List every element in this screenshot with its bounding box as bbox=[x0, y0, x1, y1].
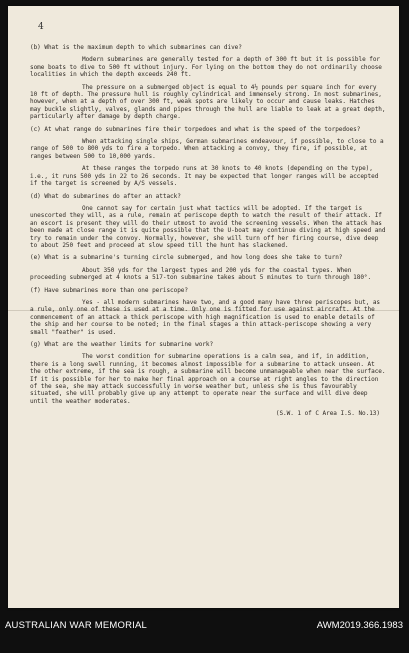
document-reference: (S.W. 1 of C Area I.S. No.13) bbox=[275, 410, 380, 418]
answer-g-paragraph-1: The worst condition for submarine operations is a calm sea, and if, in addition, there is a long swell running, it becomes almost impossible for a submarine to attack unseen. At the other extreme, if the sea is rough, a submarine will become unmanageable when near the surface. If it is possible for her to make her final approach on a course at right angles to the direction of the sea, she may attack successfully in worse weather but, unless she is thus favourably situated, she will probably give up any attempt to operate near the surface and will dive deep until the weather moderates. bbox=[30, 353, 386, 405]
answer-b-paragraph-2: The pressure on a submerged object is equal to 4½ pounds per square inch for every 10 ft of depth. The pressure hull is roughly cylindrical and immensely strong. In most submarines, however, when at a depth of over 300 ft, weak spots are likely to occur and cause leaks. Hatches may buckle slightly, valves, glands and pipes through the hull are liable to leak at a great depth, particularly after damage by depth charge. bbox=[30, 83, 386, 121]
page-mark: 4 bbox=[38, 22, 44, 32]
question-f: (f) Have submarines more than one periscope? bbox=[30, 286, 188, 294]
archive-accession-number: AWM2019.366.1983 bbox=[316, 620, 403, 631]
document-body bbox=[30, 44, 386, 418]
answer-e-paragraph-1: About 350 yds for the largest types and 200 yds for the coastal types. When proceeding submerged at 4 knots a 517-ton submarine takes about 5 minutes to turn through 180°. bbox=[30, 266, 372, 282]
answer-c-paragraph-1: When attacking single ships, German submarines endeavour, if possible, to close to a range of 500 to 800 yds to fire a torpedo. When attacking a convoy, they fire, if possible, at ranges between 500 to 10,000 yards. bbox=[30, 138, 384, 160]
question-c: (c) At what range do submarines fire their torpedoes and what is the speed of the torpedoes? bbox=[30, 125, 361, 133]
question-d: (d) What do submarines do after an attack? bbox=[30, 192, 181, 200]
answer-d-paragraph-1: One cannot say for certain just what tactics will be adopted. If the target is unescorted they will, as a rule, remain at periscope depth to watch the result of their attack. If an escort is present they will do their utmost to avoid the screening vessels. When the attack has been made at close range it is quite possible that the U-boat may continue diving at high speed and try to remain under the convoy. Normally, however, she will turn off her firing course, dive deep to about 250 feet and proceed at slow speed till the hunt has slackened. bbox=[30, 204, 386, 249]
archive-name: AUSTRALIAN WAR MEMORIAL bbox=[5, 620, 148, 631]
answer-c-paragraph-2: At these ranges the torpedo runs at 30 knots to 40 knots (depending on the type), i.e., it runs 500 yds in 22 to 26 seconds. It may be expected that longer ranges will be accepted if the target is screened by A/S vessels. bbox=[30, 165, 379, 188]
archive-footer bbox=[0, 614, 409, 653]
question-b: (b) What is the maximum depth to which submarines can dive? bbox=[30, 44, 242, 51]
answer-f-paragraph-1: Yes - all modern submarines have two, and a good many have three periscopes but, as a rule, only one of these is used at a time. Only one is fitted for use against aircraft. At the commencement of an attack a thick periscope with high magnification is used to enable details of the ship and her course to be noted; in the final stages a thin attack-periscope showing a very small "feather" is used. bbox=[30, 298, 381, 336]
question-e: (e) What is a submarine's turning circle submerged, and how long does she take to turn? bbox=[30, 254, 343, 262]
document-page bbox=[8, 6, 399, 608]
question-g: (g) What are the weather limits for submarine work? bbox=[30, 341, 214, 348]
answer-b-paragraph-1: Modern submarines are generally tested for a depth of 300 ft but it is possible for some boats to dive to 500 ft without injury. For lying on the bottom they do not ordinarily choose localities in which the depth exceeds 240 ft. bbox=[30, 56, 382, 79]
